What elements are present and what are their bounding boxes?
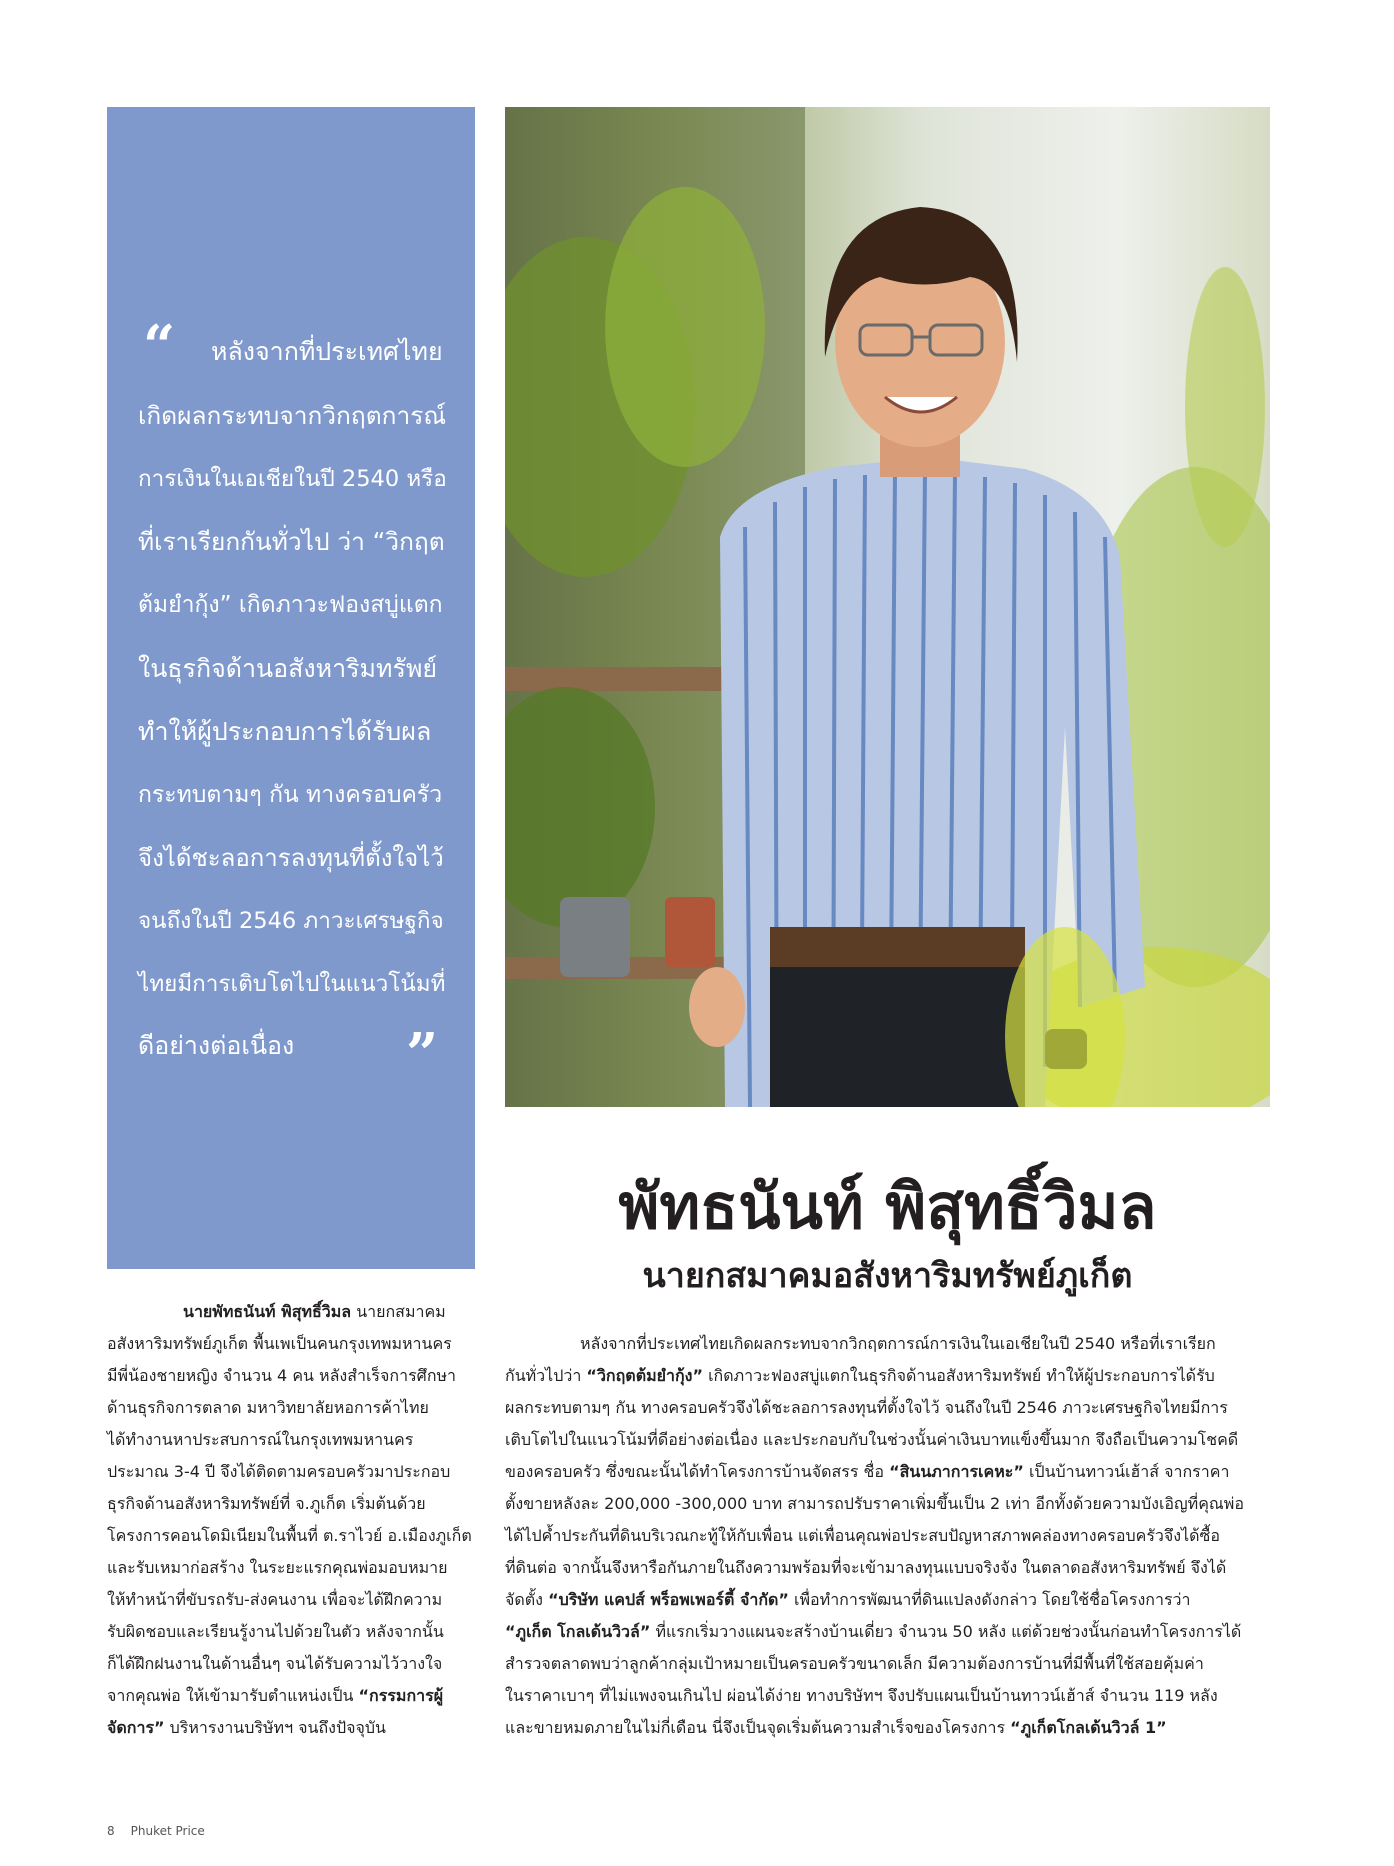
text-line: สำรวจตลาดพบว่าลูกค้ากลุ่มเป้าหมายเป็นครอบครัวขนาดเล็ก มีความต้องการบ้านที่มีพื้นที่ใช้สอยคุ้มค่า [505,1654,1204,1673]
person-position: นายกสมาคมอสังหาริมทรัพย์ภูเก็ต [642,1256,1133,1296]
text-line: จัดการ” บริหารงานบริษัทฯ จนถึงปัจจุบัน [107,1718,386,1737]
text-line: หลังจากที่ประเทศไทยเกิดผลกระทบจากวิกฤตการณ์การเงินในเอเชียในปี 2540 หรือที่เราเรียก [580,1334,1216,1353]
text-line: ผลกระทบตามๆ กัน ทางครอบครัวจึงได้ชะลอการลงทุนที่ตั้งใจไว้ จนถึงในปี 2546 ภาวะเศรษฐกิจไทยมีการ [505,1398,1228,1417]
text-line: อสังหาริมทรัพย์ภูเก็ต พื้นเพเป็นคนกรุงเทพมหานคร [107,1334,452,1353]
text-line: มีพี่น้องชายหญิง จำนวน 4 คน หลังสำเร็จการศึกษา [107,1366,457,1385]
text-line: ที่ดินต่อ จากนั้นจึงหารือกันภายในถึงความพร้อมที่จะเข้ามาลงทุนแบบจริงจัง ในตลาดอสังหาริมทรัพย์ จึงได้ [505,1558,1227,1577]
quote-line: ในธุรกิจด้านอสังหาริมทรัพย์ [138,654,438,683]
text-line: จากคุณพ่อ ให้เข้ามารับตำแหน่งเป็น “กรรมการผู้ [107,1686,444,1705]
close-quote-mark: ” [406,1021,439,1087]
text-line: “ภูเก็ต โกลเด้นวิวล์” ที่แรกเริ่มวางแผนจะสร้างบ้านเดี่ยว จำนวน 50 หลัง แต่ด้วยช่วงนั้นก่อนทำโครงการได้ [505,1622,1242,1641]
text-line: รับผิดชอบและเรียนรู้งานไปด้วยในตัว หลังจากนั้น [107,1622,444,1641]
page-footer [107,1824,221,1838]
text-line: ประมาณ 3-4 ปี จึงได้ติดตามครอบครัวมาประกอบ [107,1462,451,1481]
quote-line: ทำให้ผู้ประกอบการได้รับผล [138,717,432,746]
quote-line: กระทบตามๆ กัน ทางครอบครัว [138,782,443,808]
text-line: เติบโตไปในแนวโน้มที่ดีอย่างต่อเนื่อง และประกอบกับในช่วงนั้นค่าเงินบาทแข็งขึ้นมาก จึงถือเป็นความโชคดี [505,1430,1239,1449]
publication-name: Phuket Price [130,1824,205,1838]
text-line: ก็ได้ฝึกฝนงานในด้านอื่นๆ จนได้รับความไว้วางใจ [107,1654,443,1673]
text-line: ตั้งขายหลังละ 200,000 -300,000 บาท สามารถปรับราคาเพิ่มขึ้นเป็น 2 เท่า อีกทั้งด้วยความบังเอิญที่คุณพ่อ [505,1494,1244,1513]
text-line: ธุรกิจด้านอสังหาริมทรัพย์ที่ จ.ภูเก็ต เริ่มต้นด้วย [107,1494,426,1513]
text-line: กันทั่วไปว่า “วิกฤตต้มยำกุ้ง” เกิดภาวะฟองสบู่แตกในธุรกิจด้านอสังหาริมทรัพย์ ทำให้ผู้ประกอบการได้รับ [505,1366,1215,1385]
open-quote-mark: “ [143,313,176,379]
text-line: และรับเหมาก่อสร้าง ในระยะแรกคุณพ่อมอบหมาย [107,1558,448,1577]
text-line: นายพัทธนันท์ พิสุทธิ์วิมล นายกสมาคม [183,1302,446,1321]
text-line: ของครอบครัว ซึ่งขณะนั้นได้ทำโครงการบ้านจัดสรร ชื่อ “สินนภาการเคหะ” เป็นบ้านทาวน์เฮ้าส์ จากราคา [505,1462,1230,1481]
quote-line: จึงได้ชะลอการลงทุนที่ตั้งใจไว้ [138,844,444,872]
text-line: ให้ทำหน้าที่ขับรถรับ-ส่งคนงาน เพื่อจะได้ฝึกความ [107,1590,443,1609]
quote-line: ดีอย่างต่อเนื่อง [138,1031,295,1060]
quote-line: ต้มยำกุ้ง” เกิดภาวะฟองสบู่แตก [138,592,443,618]
pull-quote-panel [107,107,475,1269]
text-line: และขายหมดภายในไม่กี่เดือน นี่จึงเป็นจุดเริ่มต้นความสำเร็จของโครงการ “ภูเก็ตโกลเด้นวิวล์ 1” [505,1718,1167,1737]
text-line: ได้ไปค้ำประกันที่ดินบริเวณกะทู้ให้กับเพื่อน แต่เพื่อนคุณพ่อประสบปัญหาสภาพคล่องทางครอบครัวจึงได้ซื้อ [505,1526,1221,1545]
portrait-photo [505,107,1270,1107]
quote-line: จนถึงในปี 2546 ภาวะเศรษฐกิจ [138,908,444,934]
page-number: 8 [107,1824,115,1838]
quote-line: การเงินในเอเชียในปี 2540 หรือ [138,466,447,492]
quote-line: หลังจากที่ประเทศไทย [211,337,443,366]
person-name: พัทธนันท์ พิสุทธิ์วิมล [618,1170,1157,1243]
text-line: ด้านธุรกิจการตลาด มหาวิทยาลัยหอการค้าไทย [107,1398,429,1417]
quote-line: ไทยมีการเติบโตไปในแนวโน้มที่ [138,971,446,997]
text-line: ในราคาเบาๆ ที่ไม่แพงจนเกินไป ผ่อนได้ง่าย ทางบริษัทฯ จึงปรับแผนเป็นบ้านทาวน์เฮ้าส์ จำนวน 119 หลัง [505,1686,1218,1705]
text-line: โครงการคอนโดมิเนียมในพื้นที่ ต.ราไวย์ อ.เมืองภูเก็ต [107,1526,472,1545]
text-line: จัดตั้ง “บริษัท แคปส์ พร็อพเพอร์ตี้ จำกัด” เพื่อทำการพัฒนาที่ดินแปลงดังกล่าว โดยใช้ชื่อโครงการว่า [505,1590,1191,1609]
quote-line: ที่เราเรียกกันทั่วไป ว่า “วิกฤต [138,527,445,556]
text-line: ได้ทำงานหาประสบการณ์ในกรุงเทพมหานคร [107,1430,414,1449]
quote-line: เกิดผลกระทบจากวิกฤตการณ์ [138,401,447,430]
